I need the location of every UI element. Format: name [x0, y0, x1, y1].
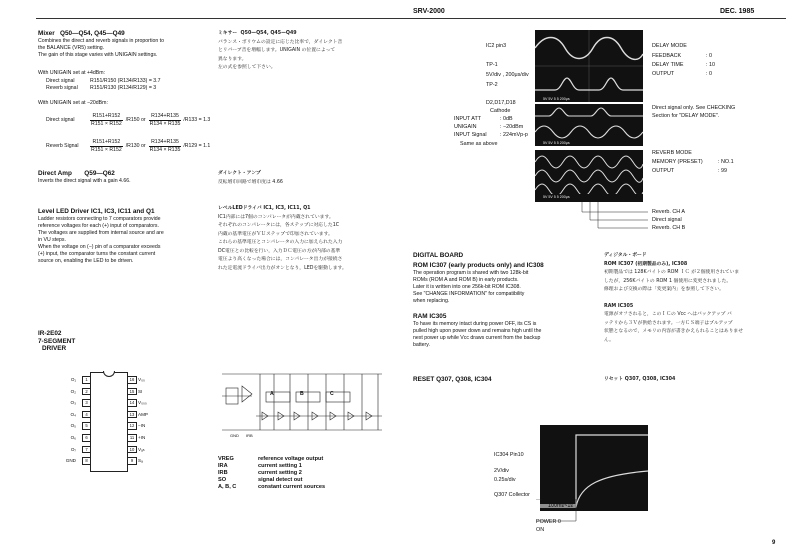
legend-key: VREG: [218, 456, 234, 462]
rom-body-3: Later it is written into one 256k-bit ROM IC308.: [413, 284, 521, 290]
ic-pin-right-label: SI: [138, 388, 143, 394]
scope1-feedback-value: : 0: [706, 53, 712, 59]
ram-jp-body-2: ッテリから３Ｖが供給されます。一方ＣＳ端子はプルアップ: [604, 320, 733, 326]
direct-amp-jp: [218, 170, 283, 187]
circuit-legend: [218, 456, 325, 491]
rom-jp-body-3: 修理および交換の際は「変更案内」を参照して下さい。: [604, 287, 724, 292]
rom-body-4: See "CHANGE INFORMATION" for compatibility: [413, 291, 525, 297]
mixer-section: [38, 30, 164, 59]
ic-pin-left-label: GND: [65, 458, 76, 464]
ic-pin-right-label: AMP: [138, 411, 148, 417]
mixer-jp-body-4: 左の式を参照して下さい。: [218, 65, 276, 70]
ic-pin-left-number: 3: [82, 399, 91, 407]
rom-body-5: when replacing.: [413, 298, 450, 304]
mixer-jp-ics: Q50—Q54, Q45—Q49: [240, 31, 297, 36]
scope1-delay-time: DELAY TIME: [652, 62, 684, 68]
circuit-irb-label: IRB: [246, 433, 253, 438]
waveform-step: [540, 435, 648, 505]
gain4-reverb-value: R151/R130 (R134/R129) = 3: [90, 85, 157, 91]
scope3-direct: Direct signal: [652, 217, 682, 223]
scope3-output: OUTPUT: [652, 168, 675, 174]
led-jp: [218, 205, 347, 273]
legend-key: IRA: [218, 463, 228, 469]
mixer-jp-body-1: バランス・ボリウムの設定に応じた比率で，ダイレクト音: [218, 39, 343, 45]
scope2-input-signal: INPUT Signal: [454, 132, 487, 138]
ic-pin-right-label: V₀₀₀: [138, 400, 147, 406]
direct-amp-title: Direct Amp: [38, 170, 72, 177]
scope3-scale-strip: [535, 194, 643, 202]
ic-pin-right-label: Sₐ: [138, 458, 143, 464]
mixer-jp: [218, 30, 342, 73]
mixer-body-3: The gain of this stage varies with UNIGAIN settings.: [38, 52, 158, 58]
scope1-ic2pin3: IC2 pin3: [486, 43, 507, 49]
header-rule: [36, 18, 786, 19]
ic-pin-left-number: 4: [82, 411, 91, 419]
rom-jp-body-1: 初期製品では 128Kバイトの ROM ＩＣ が２個使用されていま: [604, 270, 740, 275]
scope4-q307: Q307 Collector: [494, 492, 530, 498]
legend-value: current setting 2: [258, 470, 302, 476]
rom-jp-body-2: したが，256Kバイトの ROM 1 個使用に変更されました。: [604, 278, 732, 284]
ir2e02-title-1: IR-2E02: [38, 330, 62, 337]
legend-value: constant current sources: [258, 484, 326, 490]
rom-title: ROM IC307 (early products only) and IC308: [413, 262, 544, 269]
legend-value: current setting 1: [258, 463, 302, 469]
ic-pin-left-number: 6: [82, 434, 91, 442]
led-jp-body-2: それぞれのコンパレータには，各ステップに対応した1C: [218, 223, 340, 228]
scope4-vdiv: 2V/div: [494, 468, 509, 474]
digital-jp-title: ディジタル・ボード: [604, 253, 647, 258]
ic-pin-right-label: V₀₀: [138, 377, 145, 382]
led-title: Level LED Driver IC1, IC3, IC11 and Q1: [38, 208, 155, 215]
scope2-unigain: UNIGAIN: [454, 124, 477, 130]
led-jp-body-3: 内蔵の基準電圧がＶＵステップで印加されています。: [218, 231, 333, 237]
waveform-reverb-a: [535, 156, 643, 168]
direct-amp-section: [38, 170, 131, 185]
model-name: SRV-2000: [413, 8, 445, 15]
rom-body-2: ROMs (ROM A and ROM B) in early products.: [413, 277, 519, 283]
ram-jp-body-4: ん。: [604, 337, 614, 343]
scope3-leader-lines: [580, 202, 650, 234]
ic-pin-left-number: 7: [82, 446, 91, 454]
ic-pin-right-number: 15: [127, 388, 137, 396]
leader-line: [582, 202, 648, 212]
document-date: DEC. 1985: [720, 8, 755, 15]
mixer-title: Mixer: [38, 30, 55, 37]
scope4-on: ON: [536, 527, 545, 533]
ic-pin-left-label: O₁: [70, 377, 76, 382]
scope3-screen-text: 5V 5V 5 5 200μs: [543, 195, 570, 199]
scope2-input-signal-value: : 224mVp-p: [500, 132, 528, 138]
ic-pin-left-label: O₄: [70, 411, 76, 417]
direct-amp-jp-body: 反転増巾回路で増巾度は 4.66: [218, 179, 283, 185]
ic-package: [90, 372, 128, 472]
scope2-diodes: D2,D17,D18: [486, 100, 516, 106]
gain20-reverb-label: Reverb Signal: [46, 143, 79, 149]
scope1-screen-text: 5V 5V 5 5 200μs: [543, 97, 570, 101]
scope2-note-1: Direct signal only. See CHECKING: [652, 105, 736, 111]
scope2-note-2: Section for "DELAY MODE".: [652, 113, 720, 119]
ram-jp-body-1: 電源がオフされると，このＩＣの Vcc へはバックアップ バ: [604, 312, 732, 317]
led-jp-body-4: これらの基準電圧とコンパレータの入力に加えられた入力: [218, 240, 343, 245]
led-body-2: reference voltages for each (+) input of comparators.: [38, 223, 159, 229]
rom-jp-title: ROM IC307 (初期製品のみ), IC308: [604, 261, 688, 267]
scope2-unigain-value: : −20dBm: [500, 124, 524, 130]
comparator-symbol: [242, 386, 252, 402]
formula-numerator: R134+R135: [149, 139, 182, 147]
ic-pin-right-number: 11: [127, 434, 137, 442]
waveform-sine: [535, 126, 643, 138]
ic-pin-left-number: 5: [82, 422, 91, 430]
mixer-jp-title: ミキサー: [218, 31, 238, 36]
ram-title: RAM IC305: [413, 313, 447, 320]
ic-pin-right-number: 14: [127, 399, 137, 407]
leader-line: [598, 202, 648, 228]
mixer-body-1: Combines the direct and reverb signals in proportion to: [38, 38, 165, 44]
scope2-input-att-value: : 0dB: [500, 116, 513, 122]
formula-operator: /R150 or: [125, 117, 146, 123]
legend-value: reference voltage output: [258, 456, 324, 462]
gain20-label: With UNIGAIN set at −20dBm:: [38, 100, 108, 106]
led-section: [38, 208, 164, 265]
ic-pin-left-label: O₅: [70, 423, 76, 429]
ram-body-3: next power up while Vcc draws current from the backup: [413, 335, 541, 341]
ir2e02-title-3: DRIVER: [42, 345, 67, 352]
mixer-jp-body-2: とリバーブ音を増幅します。UNIGAIN の位置によって: [218, 48, 336, 53]
scope3-memory-value: : NO.1: [718, 159, 734, 165]
reset-title: RESET Q307, Q308, IC304: [413, 376, 492, 383]
ic-pin-right-label: +IN: [138, 435, 146, 440]
ram-body-2: pulled high upon power down and remains high until the: [413, 328, 542, 334]
direct-amp-jp-title: ダイレクト・アンプ: [218, 171, 261, 176]
legend-key: SO: [218, 477, 227, 483]
ram-body-4: battery.: [413, 342, 430, 348]
legend-key: IRB: [218, 470, 228, 476]
ic-pin-left-number: 1: [82, 376, 91, 384]
leader-line: [590, 202, 648, 220]
scope4-ms: 100ms~1s: [548, 503, 574, 509]
ir2e02-title-2: 7-SEGMENT: [38, 337, 76, 345]
ic-pin-right-number: 16: [127, 376, 137, 384]
legend-value: signal detect out: [258, 477, 303, 483]
scope1-scale: 5V/div , 200μs/div: [486, 72, 529, 78]
led-body-6: (+) input, the comparator turns the constant current: [38, 251, 156, 257]
formula-result: /R133 = 1.3: [183, 117, 211, 123]
led-body-3: The voltages are supplied from internal source and are: [38, 230, 164, 236]
digital-section: [413, 252, 598, 349]
ic-pin-left-label: O₇: [70, 446, 76, 452]
led-body-1: Ladder resistors connecting to 7 comparators provide: [38, 216, 161, 222]
led-jp-title: レベルLEDドライバ IC1, IC3, IC11, Q1: [218, 206, 311, 211]
ic-pin-left-number: 2: [82, 388, 91, 396]
ram-jp-body-3: 状態となるので，メモリの内容が書きかえられることはありませ: [604, 329, 744, 334]
led-jp-body-1: IC1内部には7個のコンパレータが内蔵されています。: [218, 214, 334, 220]
scope2-cathode: Cathode: [490, 108, 511, 114]
ram-jp-title: RAM IC305: [604, 303, 634, 309]
ir2e02-pinout: [56, 372, 166, 472]
ic-pin-right-number: 13: [127, 411, 137, 419]
ic-pin-right-number: 9: [127, 457, 137, 465]
scope4-tdiv: 0.25s/div: [494, 477, 516, 483]
scope1-tp2: TP-2: [486, 82, 498, 88]
scope3-reverb-a: Reverb. CH A: [652, 209, 685, 215]
ic-pin-left-label: O₆: [70, 435, 76, 440]
scope1-delay-mode: DELAY MODE: [652, 43, 687, 49]
ir2e02-title: [38, 330, 75, 353]
gain20-reverb-formula: [46, 139, 210, 154]
scope3-memory: MEMORY (PRESET): [652, 159, 703, 165]
ic-pin-right-label: Vₐₕ: [138, 446, 145, 452]
legend-key: A, B, C: [218, 484, 237, 490]
scope2-input-att: INPUT ATT: [454, 116, 482, 122]
gain4-direct-value: R151/R150 (R134/R133) = 3.7: [90, 78, 161, 84]
scope1-output-value: : 0: [706, 71, 712, 77]
scope1-feedback: FEEDBACK: [652, 53, 682, 59]
scope4-power: POWER 0: [536, 519, 561, 525]
scope1-delay-time-value: : 10: [706, 62, 715, 68]
led-jp-body-5: DC電圧との比較を行い，入力ＤＣ電圧の方が内部の基準: [218, 248, 341, 254]
ic-pin-left-label: O₃: [70, 400, 76, 406]
scope1-output: OUTPUT: [652, 71, 675, 77]
circuit-gnd-label: GND: [230, 433, 239, 438]
scope1-tp1: TP-1: [486, 62, 498, 68]
circuit-diagram: [212, 368, 392, 440]
oscilloscope-screen-2: [535, 104, 643, 146]
formula-denominator: R151 × R152: [91, 147, 122, 153]
oscilloscope-screen-1: [535, 30, 643, 102]
ram-body-1: To have its memory intact during power OFF, its CS is: [413, 321, 537, 327]
direct-amp-ics: Q59—Q62: [84, 170, 115, 177]
formula-denominator: R134 × R135: [149, 147, 181, 153]
gain4-reverb-label: Reverb signal: [46, 85, 78, 91]
page-number: 9: [772, 540, 776, 546]
ic-pin-left-label: O₂: [70, 388, 76, 394]
led-body-4: in VU steps.: [38, 237, 66, 243]
formula-numerator: R134+R135: [149, 113, 182, 121]
gain4-direct-label: Direct signal: [46, 78, 75, 84]
ic-pin-right-label: −IN: [138, 423, 146, 429]
scope4-ic304: IC304 Pin10: [494, 452, 524, 458]
led-body-7: source on, enabling the LED to be driven.: [38, 258, 134, 264]
gain20-direct-label: Direct signal: [46, 117, 75, 123]
formula-numerator: R151+R152: [90, 113, 123, 121]
formula-result: /R129 = 1.1: [183, 143, 211, 149]
formula-denominator: R151 × R152: [91, 121, 122, 127]
circuit-block-c: C: [330, 391, 334, 397]
ic-pin-right-number: 12: [127, 422, 137, 430]
scope2-same-as-above: Same as above: [460, 141, 498, 147]
circuit-block-b: B: [300, 391, 304, 397]
ic-pin-left-number: 8: [82, 457, 91, 465]
led-jp-body-6: 電圧より高くなった場合には，コンパレータ出力が接続さ: [218, 257, 343, 262]
digital-title: DIGITAL BOARD: [413, 252, 464, 259]
waveform-pulse: [535, 108, 643, 116]
gain20-direct-formula: [46, 113, 210, 128]
gain4-label: With UNIGAIN set at +4dBm:: [38, 70, 106, 76]
formula-operator: /R130 or: [125, 143, 146, 149]
waveform-direct: [535, 170, 643, 182]
digital-jp: [604, 252, 784, 345]
rom-body-1: The operation program is shared with two 128k-bit: [413, 270, 529, 276]
direct-amp-body: Inverts the direct signal with a gain 4.66.: [38, 178, 131, 184]
scope3-output-value: : 99: [718, 168, 727, 174]
mixer-body-2: the BALANCE (VR5) setting.: [38, 45, 105, 51]
ic-pin-right-number: 10: [127, 446, 137, 454]
scope3-reverb-mode: REVERB MODE: [652, 150, 692, 156]
formula-numerator: R151+R152: [90, 139, 123, 147]
reset-jp-title: リセット Q307, Q308, IC304: [604, 377, 676, 382]
mixer-jp-body-3: 異なります。: [218, 56, 247, 62]
scope2-screen-text: 5V 5V 5 5 200μs: [543, 141, 570, 145]
led-jp-body-7: れた定電流ドライバ出力がオンとなり，LEDを駆動します。: [218, 265, 347, 271]
formula-denominator: R134 × R135: [149, 121, 181, 127]
mixer-ics: Q50—Q54, Q45—Q49: [60, 30, 125, 37]
led-body-5: When the voltage on (−) pin of a comparator exceeds: [38, 244, 161, 250]
circuit-block-a: A: [270, 391, 274, 397]
scope3-reverb-b: Reverb. CH B: [652, 225, 686, 231]
